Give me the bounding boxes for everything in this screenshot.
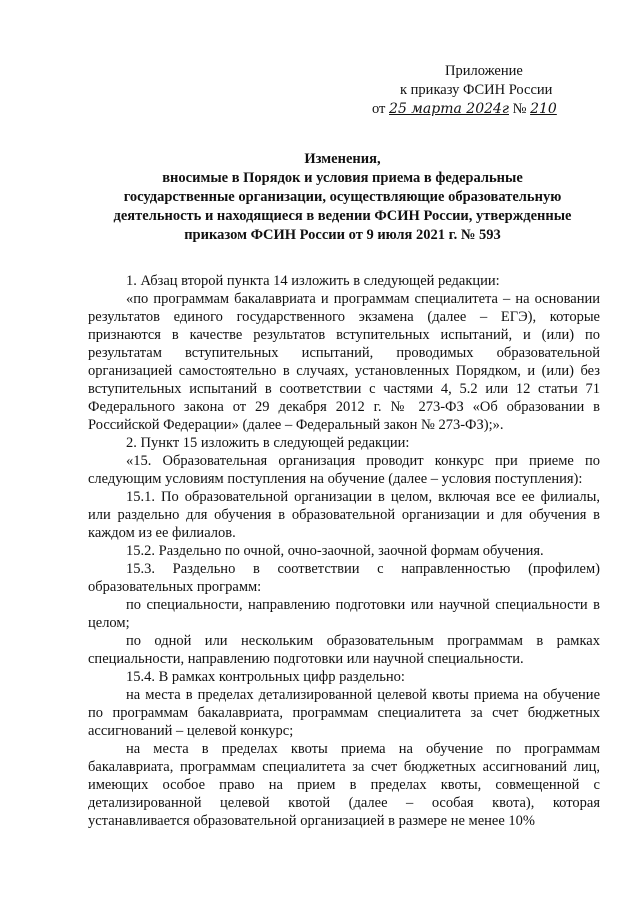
appendix-date-line bbox=[372, 100, 612, 119]
number-prefix: № bbox=[512, 101, 527, 117]
title-line: деятельность и находящиеся в ведении ФСИН России, утвержденные bbox=[113, 208, 572, 224]
paragraph: 15.2. Раздельно по очной, очно-заочной, заочной формам обучения. bbox=[126, 543, 544, 559]
paragraph: на места в пределах квоты приема на обучение по программам бакалавриата, программам специалитета за счет бюджетных ассигнований лиц, имеющих особое право на прием в пределах квоты, совмещенной с детализированной целевой квотой (далее – особая квота), которая устанавливается образовательной организацией в размере не менее 10% bbox=[88, 741, 600, 829]
paragraph: 15.4. В рамках контрольных цифр раздельно: bbox=[126, 669, 405, 685]
paragraph: «по программам бакалавриата и программам специалитета – на основании результатов единого государственного экзамена (далее – ЕГЭ), которые признаются в качестве результатов вступительных испытаний, и (или) по результатам вступительных испытаний, проводимых образовательной организацией самостоятельно в случаях, установленных Порядком, и (или) без вступительных испытаний в соответствии с частями 4, 5.2 или 12 статьи 71 Федерального закона от 29 декабря 2012 г. № 273-ФЗ «Об образовании в Российской Федерации» (далее – Федеральный закон № 273-ФЗ);». bbox=[88, 291, 600, 433]
paragraph: по одной или нескольким образовательным программам в рамках специальности, направлению подготовки или научной специальности. bbox=[88, 633, 600, 667]
paragraph: 15.3. Раздельно в соответствии с направленностью (профилем) образовательных программ: bbox=[88, 561, 600, 595]
appendix-label: Приложение bbox=[445, 63, 523, 79]
document-body bbox=[88, 272, 600, 830]
date-prefix: от bbox=[372, 101, 386, 117]
paragraph: 15.1. По образовательной организации в целом, включая все ее филиалы, или раздельно для обучения в образовательной организации и для обучения в каждом из ее филиалов. bbox=[88, 489, 600, 541]
title-line: Изменения, bbox=[304, 151, 381, 167]
paragraph: 1. Абзац второй пункта 14 изложить в следующей редакции: bbox=[126, 273, 500, 289]
title-line: приказом ФСИН России от 9 июля 2021 г. № 593 bbox=[184, 227, 501, 243]
document-title bbox=[80, 150, 605, 245]
paragraph: «15. Образовательная организация проводит конкурс при приеме по следующим условиям поступления на обучение (далее – условия поступления): bbox=[88, 453, 600, 487]
title-line: вносимые в Порядок и условия приема в федеральные bbox=[162, 170, 523, 186]
handwritten-number: 210 bbox=[530, 101, 557, 117]
paragraph: на места в пределах детализированной целевой квоты приема на обучение по программам бакалавриата, программам специалитета за счет бюджетных ассигнований – целевой конкурс; bbox=[88, 687, 600, 739]
title-line: государственные организации, осуществляющие образовательную bbox=[123, 189, 562, 205]
handwritten-date: 25 марта 2024г bbox=[389, 101, 509, 117]
appendix-order-ref: к приказу ФСИН России bbox=[400, 82, 553, 98]
appendix-header bbox=[372, 62, 612, 119]
paragraph: по специальности, направлению подготовки или научной специальности в целом; bbox=[88, 597, 600, 631]
paragraph: 2. Пункт 15 изложить в следующей редакции: bbox=[126, 435, 410, 451]
